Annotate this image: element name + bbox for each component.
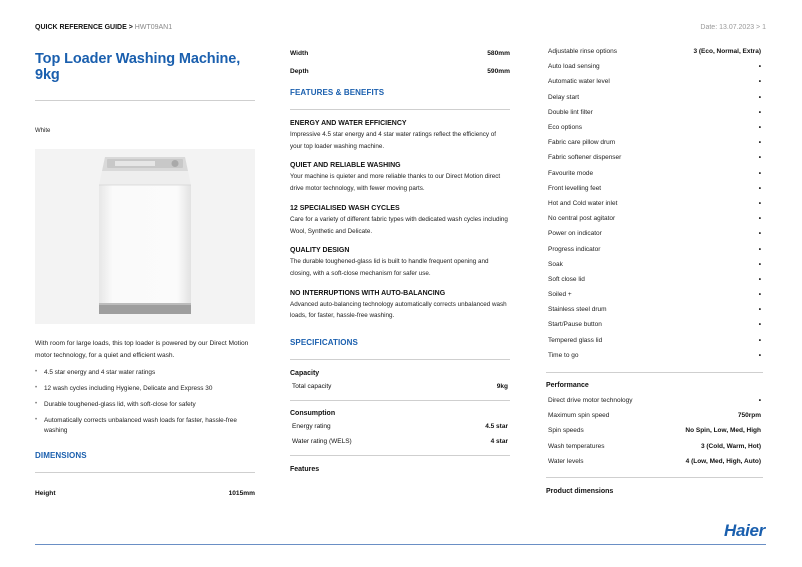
spec-value: • [758,184,761,192]
features-benefits-heading: FEATURES & BENEFITS [290,88,385,97]
spec-label: Time to go [548,351,579,359]
divider [290,359,510,360]
width-value: 580mm [487,50,510,57]
benefit-title: QUIET AND RELIABLE WASHING [290,162,401,170]
list-item: • Automatically corrects unbalanced wash loads for faster, hassle-free washing [35,416,255,435]
spec-label: Total capacity [292,383,332,391]
benefit-title: 12 SPECIALISED WASH CYCLES [290,204,400,212]
spec-label: Delay start [548,93,580,101]
column-overview [35,44,255,497]
spec-value: • [758,397,761,405]
spec-row [546,120,763,135]
spec-value: • [758,93,761,101]
benefit-title: QUALITY DESIGN [290,247,350,255]
column-feature-list [546,44,763,495]
spec-row [546,408,763,423]
spec-value: • [758,108,761,116]
guide-label: QUICK REFERENCE GUIDE > [35,24,133,31]
width-row [290,50,510,57]
document-header [35,24,766,36]
divider [35,472,255,473]
height-row [35,490,255,497]
spec-label: No central post agitator [548,215,616,223]
spec-row [290,419,510,434]
spec-row [290,379,510,394]
washing-machine-image [35,149,255,324]
benefit-item [290,120,510,152]
spec-label: Front levelling feet [548,184,602,192]
spec-row [546,105,763,120]
divider [290,109,510,110]
dimensions-heading: DIMENSIONS [35,451,87,460]
spec-value: • [758,63,761,71]
spec-label: Power on indicator [548,230,602,238]
spec-label: Spin speeds [548,427,584,435]
benefit-title: NO INTERRUPTIONS WITH AUTO-BALANCING [290,289,446,297]
footer-divider [35,544,766,545]
spec-label: Soft close lid [548,275,585,283]
spec-row [546,90,763,105]
benefit-body: Your machine is quieter and more reliable thanks to our Direct Motion direct drive motor technology, with fewer moving parts. [290,173,501,193]
benefit-item [290,290,510,322]
spec-value: 4.5 star [485,423,508,431]
spec-row [546,226,763,241]
benefit-item [290,205,510,237]
product-intro: With room for large loads, this top loader is powered by our Direct Motion motor technology, for a quiet and efficient wash. [35,340,249,359]
spec-row [546,287,763,302]
spec-row [546,302,763,317]
spec-row [546,150,763,165]
spec-label: Adjustable rinse options [548,48,618,56]
spec-value: 750rpm [737,412,761,420]
date-page: Date: 13.07.2023 > 1 [700,24,766,31]
consumption-heading: Consumption [290,410,336,418]
spec-label: Start/Pause button [548,321,602,329]
spec-row [546,59,763,74]
list-item: • 12 wash cycles including Hygiene, Delicate and Express 30 [35,384,255,394]
spec-value: 3 (Cold, Warm, Hot) [700,442,761,450]
spec-row [546,166,763,181]
spec-value: • [758,230,761,238]
spec-value: • [758,139,761,147]
spec-value: 4 star [490,438,508,446]
spec-value: • [758,169,761,177]
spec-label: Auto load sensing [548,63,600,71]
height-label: Height [35,490,56,497]
spec-row [546,196,763,211]
highlight-list [35,368,255,435]
divider [546,477,763,478]
spec-value: • [758,245,761,253]
spec-row [546,439,763,454]
spec-row [290,434,510,449]
spec-row [546,333,763,348]
spec-value: • [758,78,761,86]
benefit-body: The durable toughened-glass lid is built to handle frequent opening and closing, with a soft-close mechanism for safer use. [290,258,489,277]
column-features [290,44,510,473]
spec-row [546,181,763,196]
product-dimensions-heading: Product dimensions [546,487,614,495]
spec-label: Tempered glass lid [548,336,603,344]
spec-label: Favourite mode [548,169,594,177]
spec-label: Water rating (WELS) [292,438,352,446]
spec-value: • [758,291,761,299]
benefit-title: ENERGY AND WATER EFFICIENCY [290,120,407,127]
spec-row [546,44,763,59]
divider [35,100,255,101]
spec-row [546,135,763,150]
features-benefits-list [290,120,510,322]
spec-value: • [758,199,761,207]
depth-value: 590mm [487,68,510,75]
spec-label: Maximum spin speed [548,412,610,420]
specifications-heading: SPECIFICATIONS [290,338,358,348]
spec-value: • [758,275,761,283]
height-value: 1015mm [228,490,255,497]
spec-row [546,393,763,408]
spec-row [546,74,763,89]
depth-label: Depth [290,68,309,75]
spec-row [546,317,763,332]
spec-row [546,272,763,287]
spec-value: • [758,321,761,329]
spec-value: • [758,306,761,314]
spec-value: 4 (Low, Med, High, Auto) [685,457,761,465]
spec-label: Direct drive motor technology [548,397,633,405]
features-heading: Features [290,466,320,474]
spec-value: • [758,351,761,359]
performance-heading: Performance [546,381,589,389]
spec-label: Stainless steel drum [548,306,607,314]
spec-label: Double lint filter [548,108,593,116]
feature-list [546,44,763,363]
spec-value: • [758,124,761,132]
spec-label: Energy rating [292,423,331,431]
spec-label: Eco options [548,124,582,132]
spec-value: • [758,154,761,162]
spec-value: 3 (Eco, Normal, Extra) [693,48,761,56]
spec-value: • [758,336,761,344]
page-title: Top Loader Washing Machine, 9kg [35,51,241,83]
spec-value: • [758,260,761,268]
capacity-heading: Capacity [290,370,320,378]
spec-value: • [758,215,761,223]
spec-value: No Spin, Low, Med, High [685,427,761,435]
divider [290,400,510,401]
spec-label: Soak [548,260,563,268]
width-label: Width [290,50,309,57]
performance-list [546,393,763,469]
haier-logo: Haier [723,521,765,540]
spec-row [546,454,763,469]
depth-row [290,68,510,75]
benefit-item [290,247,510,279]
benefit-body: Impressive 4.5 star energy and 4 star water ratings reflect the efficiency of your top loader washing machine. [290,131,497,150]
spec-label: Fabric softener dispenser [548,154,622,162]
spec-label: Hot and Cold water inlet [548,199,618,207]
spec-row [546,423,763,438]
spec-label: Water levels [548,457,584,465]
spec-row [546,348,763,363]
spec-label: Fabric care pillow drum [548,139,616,147]
breadcrumb [35,24,172,31]
benefit-body: Advanced auto-balancing technology automatically corrects unbalanced wash loads, for faster, hassle-free washing. [290,300,507,320]
spec-row [546,241,763,256]
color-label: White [35,128,51,134]
list-item: • Durable toughened-glass lid, with soft-close for safety [35,400,255,410]
washing-machine-illustration [35,149,255,324]
spec-label: Soiled + [548,291,572,299]
benefit-item [290,162,510,194]
spec-label: Automatic water level [548,78,610,86]
spec-value: 9kg [496,383,508,391]
benefit-body: Care for a variety of different fabric types with dedicated wash cycles including Wool, Synthetic and Delicate. [290,215,508,235]
spec-row [546,211,763,226]
spec-label: Progress indicator [548,245,601,253]
model-code: HWT09AN1 [134,24,173,31]
spec-label: Wash temperatures [548,442,605,450]
divider [290,455,510,456]
list-item: • 4.5 star energy and 4 star water ratings [35,368,255,378]
divider [546,372,763,373]
spec-row [546,257,763,272]
